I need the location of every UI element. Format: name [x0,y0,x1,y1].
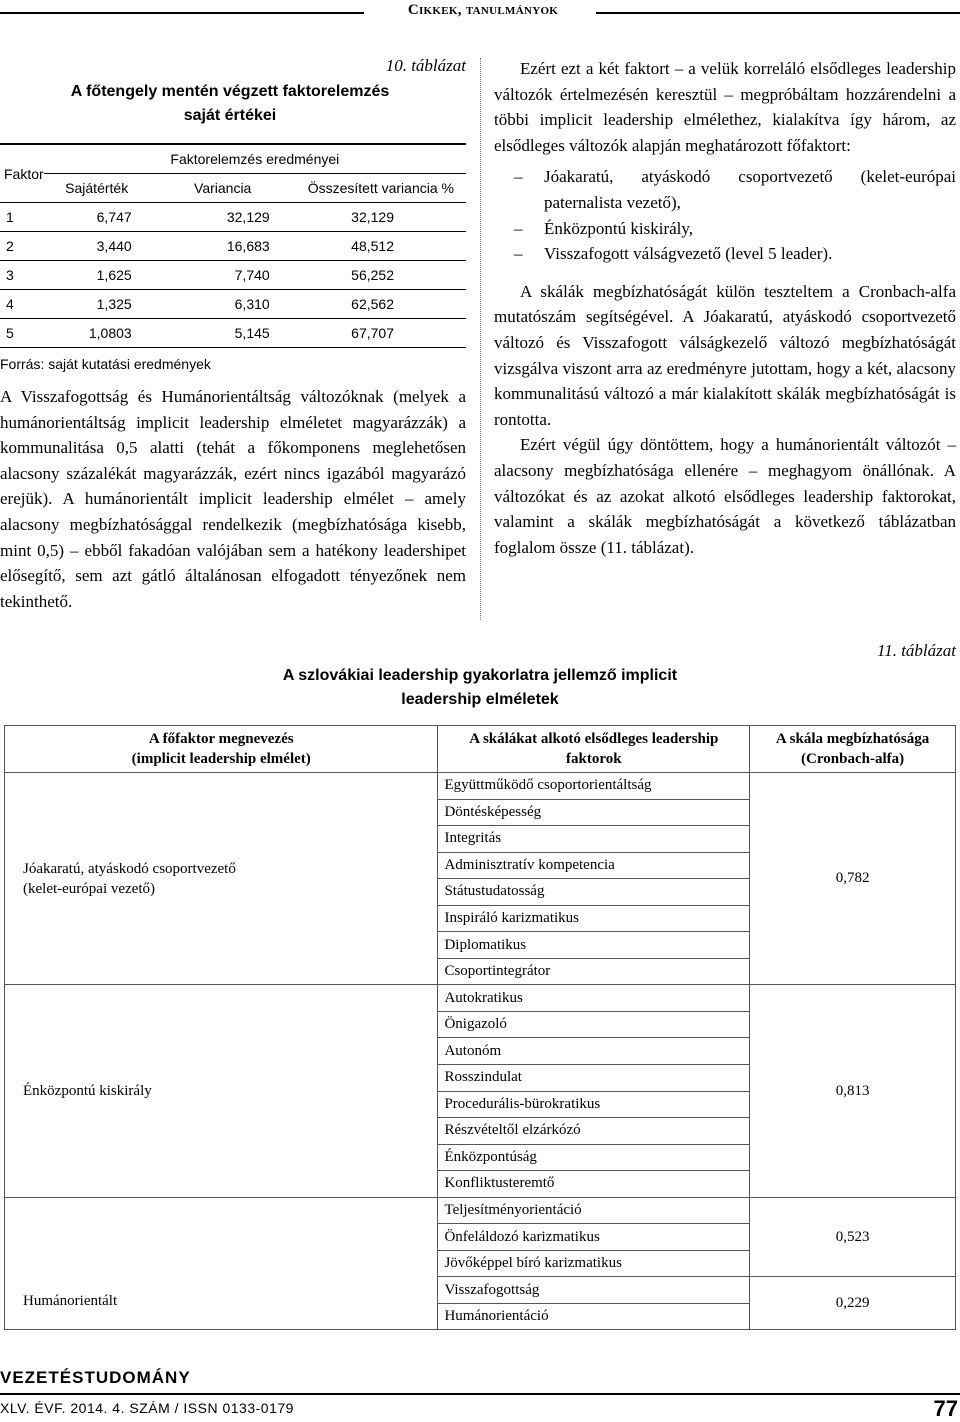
main-factor-cell [5,1197,438,1330]
right-paragraph-3: Ezért végül úgy döntöttem, hogy a humánorientált változót – alacsony megbízhatósága ellenére – meghagyom önállónak. A változókat és az azokat alkotó elsődleges leadership faktorokat, valamint a skálák megbízhatóságát a következő táblázatban foglalom össze (11. táblázat). [494,435,956,557]
factor-cell: Autonóm [438,1038,750,1065]
table-cell: 2 [0,232,44,261]
reliability-cell: 0,782 [750,773,956,985]
factor-cell: Rosszindulat [438,1065,750,1092]
table10-label: 10. táblázat [385,56,466,75]
table10-source: Forrás: saját kutatási eredmények [0,356,211,372]
table11-head-reliability [750,726,956,773]
table11-label: 11. táblázat [876,641,956,660]
table-cell: 5,145 [150,319,296,348]
table-cell: 1,325 [44,290,150,319]
factor-cell: Autokratikus [438,985,750,1012]
table11-title-line1: A szlovákiai leadership gyakorlatra jellemző implicit [282,667,678,684]
table-cell: 3 [0,261,44,290]
factor-cell: Önfeláldozó karizmatikus [438,1224,750,1251]
header-rule-left [0,12,364,14]
table11-head-mainfactor [5,726,438,773]
table-cell: 7,740 [150,261,296,290]
factor-cell: Döntésképesség [438,799,750,826]
factor-cell: Diplomatikus [438,932,750,959]
main-factor-cell [5,773,438,985]
table-cell: 48,512 [296,232,466,261]
main-factor-name: Humánorientált [23,1293,118,1310]
factor-cell: Teljesítményorientáció [438,1197,750,1224]
factor-cell: Visszafogottság [438,1277,750,1304]
table-row [0,290,466,319]
table11 [4,725,956,1330]
table10-title-line1: A főtengely mentén végzett faktorelemzés [70,83,390,100]
header-line: (Cronbach-alfa) [801,751,905,767]
table-row [0,261,466,290]
reliability-cell: 0,229 [750,1277,956,1330]
header-line: A skálákat alkotó elsődleges leadership [469,731,719,747]
table-row [0,319,466,348]
factor-cell: Csoportintegrátor [438,958,750,985]
table10-head-col: Variancia [150,174,296,203]
table-cell: 32,129 [296,203,466,232]
reliability-cell: 0,813 [750,985,956,1197]
factor-cell: Énközpontúság [438,1144,750,1171]
factor-cell: Integritás [438,826,750,853]
table-cell: 16,683 [150,232,296,261]
header-line: faktorok [566,751,622,767]
table10-head-factor: Faktor [0,144,44,203]
factor-cell: Együttműködő csoportorientáltság [438,773,750,800]
main-factor-cell [5,985,438,1197]
table10-title-line2: saját értékei [183,107,277,124]
factor-cell: Adminisztratív kompetencia [438,852,750,879]
table11-title [200,664,760,712]
factor-cell: Konfliktusteremtő [438,1171,750,1198]
table-cell: 5 [0,319,44,348]
table-cell: 32,129 [150,203,296,232]
header-rule-right [596,12,960,14]
footer-rule [0,1393,960,1395]
reliability-cell: 0,523 [750,1197,956,1277]
main-factor-name: Jóakaratú, atyáskodó csoportvezető [23,860,236,877]
right-paragraph-2: A skálák megbízhatóságát külön teszteltem a Cronbach-alfa mutatószám segítségével. A Jóakaratú, atyáskodó csoportvezető változó és Visszafogott válságkezelő változó megbízhatóságát vizsgálva viszont arra az eredményre jutottam, hogy a két, alacsony kommunalitású változó a már kialakított skálák megbízhatóságát is rontotta. [494,281,956,429]
main-factor-name: Énközpontú kiskirály [23,1083,152,1100]
factor-cell: Státustudatosság [438,879,750,906]
left-paragraph: A Visszafogottság és Humánorientáltság változóknak (melyek a humánorientáltság implicit leadership elméletet magyarázzák) a kommunalitása 0,5 alatti (tehát a főkomponens meglehetősen alacsony százalékát magyarázzák, ezért nincs igazából magyarázó erejük). A humánorientált implicit leadership elmélet – amely alacsony megbízhatósággal rendelkezik (megbízhatósága kisebb, mint 0,5) – ebből fakadóan valójában sem a hatékony leadershipet elősegítő, sem azt gátló általánosan elfogadott tényezőnek nem tekinthető. [0,387,466,611]
factor-cell: Jövőképpel bíró karizmatikus [438,1250,750,1277]
table-cell: 56,252 [296,261,466,290]
table11-head-factors [438,726,750,773]
table11-title-line2: leadership elméletek [401,691,559,708]
table-cell: 1,0803 [44,319,150,348]
factor-cell: Procedurális-bürokratikus [438,1091,750,1118]
header-line: A főfaktor megnevezés [148,731,294,747]
main-factor-name: (kelet-európai vezető) [23,880,156,897]
table10 [0,143,466,348]
factor-cell: Humánorientáció [438,1303,750,1330]
right-body-text [494,56,956,560]
table-cell: 6,747 [44,203,150,232]
factor-cell: Inspiráló karizmatikus [438,905,750,932]
table-row [0,232,466,261]
header-line: (implicit leadership elmélet) [131,751,311,767]
section-title: Cikkek, tanulmányok [407,2,559,18]
volume-info: XLV. ÉVF. 2014. 4. SZÁM / ISSN 0133-0179 [0,1400,294,1416]
leader-type-list [494,164,956,266]
column-divider [480,58,481,620]
right-paragraph-1: Ezért ezt a két faktort – a velük korreláló elsődleges leadership változók értelmezésén keresztül – megpróbáltam hozzárendelni a többi implicit leadership elmélethez, kialakítva így három, az elsődleges változók alapján meghatározott főfaktort: [494,59,956,155]
list-item: – Visszafogott válságvezető (level 5 leader). [494,241,956,267]
table-cell: 4 [0,290,44,319]
table-cell: 1 [0,203,44,232]
table-row [0,203,466,232]
table-cell: 6,310 [150,290,296,319]
table10-head-group: Faktorelemzés eredményei [44,144,466,174]
table-cell: 62,562 [296,290,466,319]
page-number: 77 [933,1396,958,1421]
table-cell: 3,440 [44,232,150,261]
left-body-text [0,384,466,614]
table10-title [40,80,420,128]
list-item: – Jóakaratú, atyáskodó csoportvezető (kelet-európai paternalista vezető), [494,164,956,215]
journal-name: VEZETÉSTUDOMÁNY [0,1368,191,1387]
factor-cell: Önigazoló [438,1011,750,1038]
table10-head-col: Sajátérték [44,174,150,203]
table-cell: 67,707 [296,319,466,348]
table10-head-col: Összesített variancia % [296,174,466,203]
table-cell: 1,625 [44,261,150,290]
header-line: A skála megbízhatósága [775,731,930,747]
factor-cell: Részvételtől elzárkózó [438,1118,750,1145]
list-item: – Énközpontú kiskirály, [494,216,956,242]
